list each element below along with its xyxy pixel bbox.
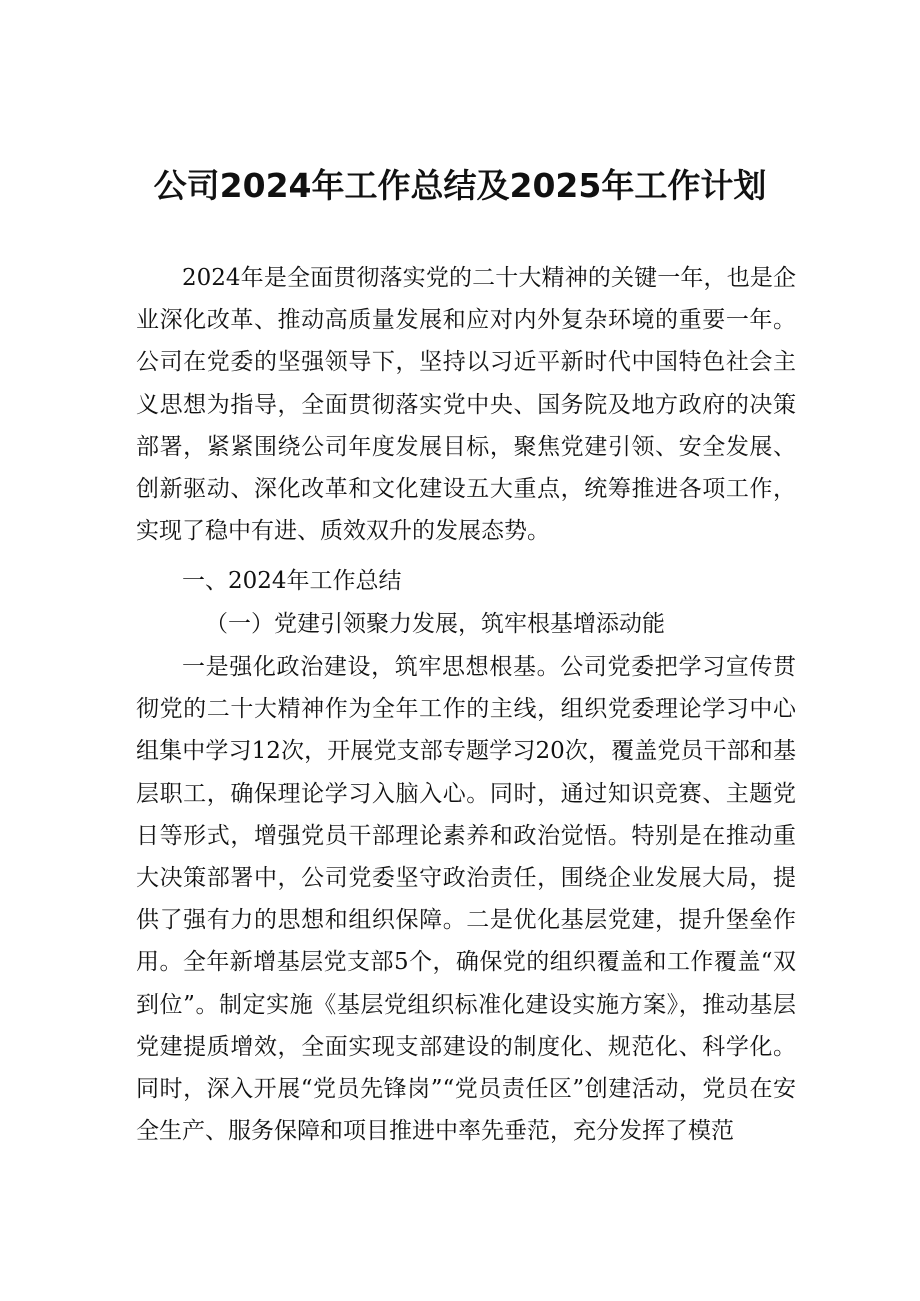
section-paragraph: 一是强化政治建设，筑牢思想根基。公司党委把学习宣传贯彻党的二十大精神作为全年工作的主线，组织党委理论学习中心组集中学习12次，开展党支部专题学习20次，覆盖党员干部和基层职工，确保理论学习入脑入心。同时，通过知识竞赛、主题党日等形式，增强党员干部理论素养和政治觉悟。特别是在推动重大决策部署中，公司党委坚守政治责任，围绕企业发展大局，提供了强有力的思想和组织保障。二是优化基层党建，提升堡垒作用。全年新增基层党支部5个，确保党的组织覆盖和工作覆盖“双到位”。制定实施《基层党组织标准化建设实施方案》，推动基层党建提质增效，全面实现支部建设的制度化、规范化、科学化。同时，深入开展“党员先锋岗”“党员责任区”创建活动，党员在安全生产、服务保障和项目推进中率先垂范，充分发挥了模范 xyxy=(136,654,796,1145)
subsection-heading: （一）党建引领聚力发展，筑牢根基增添动能 xyxy=(205,611,665,637)
intro-paragraph: 2024年是全面贯彻落实党的二十大精神的关键一年，也是企业深化改革、推动高质量发展和应对内外复杂环境的重要一年。公司在党委的坚强领导下，坚持以习近平新时代中国特色社会主义思想为指导，全面贯彻落实党中央、国务院及地方政府的决策部署，紧紧围绕公司年度发展目标，聚焦党建引领、安全发展、创新驱动、深化改革和文化建设五大重点，统筹推进各项工作，实现了稳中有进、质效双升的发展态势。 xyxy=(136,265,796,545)
section-heading: 一、2024年工作总结 xyxy=(182,568,402,594)
document-title: 公司2024年工作总结及2025年工作计划 xyxy=(153,166,767,205)
